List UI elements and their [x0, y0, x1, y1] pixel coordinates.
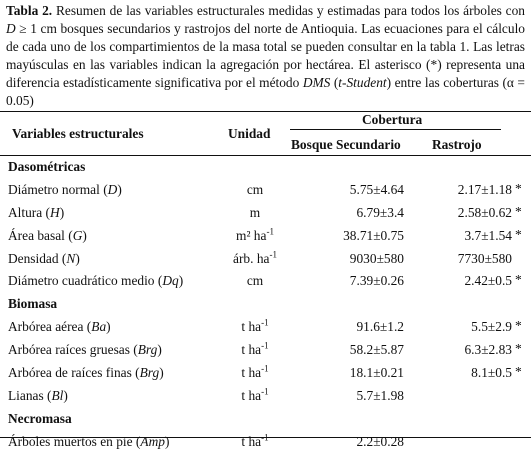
unit-cell: t $ha^{-1}$: [241, 340, 269, 358]
bosque-value: 18.1±0.21: [349, 365, 404, 381]
significance-asterisk: *: [515, 364, 522, 380]
unit-cell: árb. $ha^{-1}$: [233, 249, 277, 266]
rastrojo-value: 2.58±0.62: [457, 204, 512, 220]
table-row: [0, 271, 531, 294]
section-title: Necromasa: [8, 410, 72, 426]
variable-name: Altura (H): [8, 204, 65, 220]
variable-name: Árboles muertos en pie (Amp): [8, 433, 170, 449]
header-unidad: Unidad: [228, 126, 271, 141]
table-row: [0, 226, 531, 249]
bosque-value: 91.6±1.2: [356, 319, 404, 335]
section-row: [0, 157, 531, 180]
significance-asterisk: *: [515, 226, 522, 242]
table-row: [0, 432, 531, 455]
unit-cell: cm: [246, 273, 264, 289]
caption-text: Resumen de las variables estructurales medidas y estimadas para todos los árboles con D ≥ 1 cm bosques secundarios y rastrojos del norte de Antioquia. Las ecuaciones para el cálculo de cada uno de los compartimientos de la masa total se pueden consultar en la tabla 1. Las letras mayúsculas en las variables indican la agregación por hectárea. El asterisco (*) representa una diferencia estadísticamente significativa por el método DMS (t-Student) entre las coberturas (α = 0.05): [6, 3, 525, 108]
table-row: [0, 363, 531, 386]
variable-name: Arbórea de raíces finas (Brg): [8, 365, 164, 381]
table-row: [0, 386, 531, 409]
variable-name: Diámetro cuadrático medio (Dq): [8, 273, 184, 289]
variable-name: Arbórea aérea (Ba): [8, 319, 111, 335]
section-row: [0, 409, 531, 432]
header-bosque-secundario: Bosque Secundario: [291, 137, 401, 152]
significance-asterisk: *: [515, 180, 522, 196]
significance-asterisk: *: [515, 318, 522, 334]
header-variables: Variables estructurales: [12, 126, 144, 141]
variable-name: Área basal (G): [8, 227, 87, 243]
rastrojo-value: 7730±580: [457, 250, 512, 266]
section-row: [0, 294, 531, 317]
rastrojo-value: 2.17±1.18: [457, 181, 512, 197]
rastrojo-value: 6.3±2.83: [464, 342, 512, 358]
table-caption: [6, 2, 525, 110]
table-row: [0, 317, 531, 340]
unit-cell: m: [249, 204, 261, 220]
bosque-value: 7.39±0.26: [349, 273, 404, 289]
significance-asterisk: *: [515, 203, 522, 219]
rastrojo-value: 8.1±0.5: [471, 365, 512, 381]
unit-cell: t $ha^{-1}$: [241, 363, 269, 381]
table-row: [0, 180, 531, 203]
section-title: Dasométricas: [8, 159, 86, 174]
significance-asterisk: *: [515, 272, 522, 288]
unit-cell: t $ha^{-1}$: [241, 317, 269, 335]
header-rastrojo: Rastrojo: [432, 137, 482, 152]
table-row: [0, 249, 531, 272]
unit-cell: m² $ha^{-1}$: [236, 226, 274, 243]
unit-cell: cm: [246, 181, 264, 197]
variable-name: Diámetro normal (D): [8, 181, 122, 197]
bosque-value: 2.2±0.28: [356, 433, 404, 449]
cobertura-rule: [290, 129, 501, 130]
header-rule: [0, 155, 531, 156]
table-body: [0, 157, 531, 455]
bosque-value: 5.7±1.98: [356, 387, 404, 403]
variable-name: Densidad (N): [8, 250, 80, 266]
bosque-value: 5.75±4.64: [349, 181, 404, 197]
unit-cell: t $ha^{-1}$: [241, 386, 269, 403]
rastrojo-value: 5.5±2.9: [471, 319, 512, 335]
bosque-value: 9030±580: [349, 250, 404, 266]
section-title: Biomasa: [8, 296, 58, 312]
unit-cell: t $ha^{-1}$: [241, 432, 269, 449]
significance-asterisk: *: [515, 341, 522, 357]
table-row: [0, 203, 531, 226]
bosque-value: 38.71±0.75: [343, 227, 404, 243]
rastrojo-value: 2.42±0.5: [464, 273, 512, 289]
rastrojo-value: 3.7±1.54: [464, 227, 512, 243]
header-cobertura: Cobertura: [362, 112, 423, 127]
caption-label: Tabla 2.: [6, 3, 53, 18]
bosque-value: 58.2±5.87: [349, 342, 404, 358]
variable-name: Lianas (Bl): [8, 387, 68, 403]
bosque-value: 6.79±3.4: [356, 204, 404, 220]
variable-name: Arbórea raíces gruesas (Brg): [8, 342, 162, 358]
table-row: [0, 340, 531, 363]
top-rule: [0, 111, 531, 112]
